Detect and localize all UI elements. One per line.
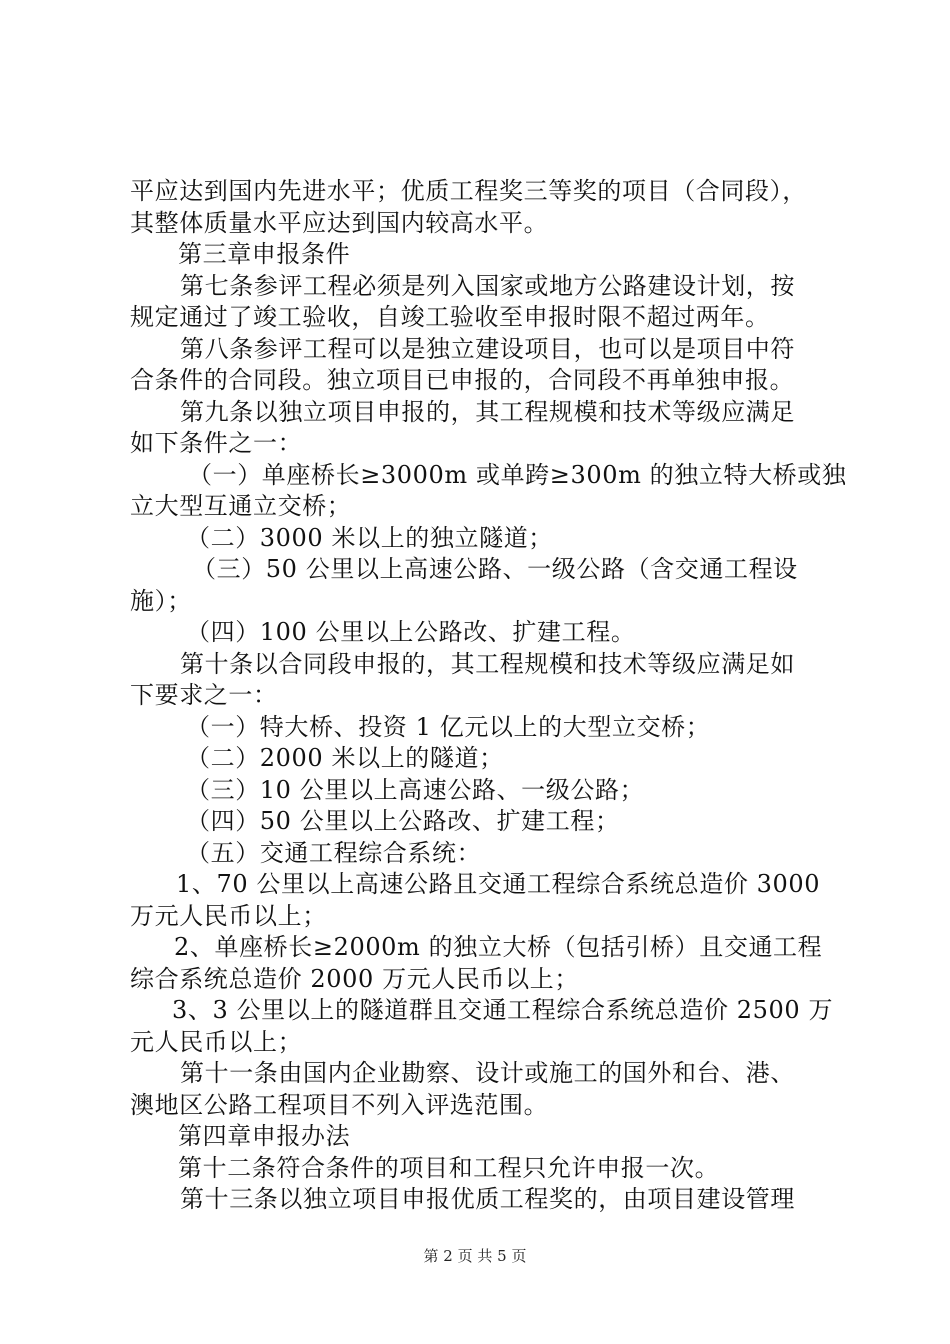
- document-body: [130, 176, 847, 1216]
- text-line: （三）10 公里以上高速公路、一级公路；: [186, 775, 645, 804]
- text-line: 第八条参评工程可以是独立建设项目，也可以是项目中符: [180, 334, 795, 363]
- text-line: 平应达到国内先进水平；优质工程奖三等奖的项目（合同段），: [130, 177, 807, 205]
- text-line: 1、70 公里以上高速公路且交通工程综合系统总造价 3000: [176, 870, 821, 898]
- text-line: 综合系统总造价 2000 万元人民币以上；: [130, 964, 579, 993]
- text-line: 其整体质量水平应达到国内较高水平。: [130, 208, 549, 237]
- text-line: 第七条参评工程必须是列入国家或地方公路建设计划，按: [180, 271, 795, 300]
- text-line: 第九条以独立项目申报的，其工程规模和技术等级应满足: [180, 397, 795, 426]
- text-line: （五）交通工程综合系统：: [186, 838, 482, 867]
- text-line: （四）50 公里以上公路改、扩建工程；: [186, 807, 620, 835]
- chapter-heading: 第四章申报办法: [178, 1122, 351, 1150]
- chapter-heading: 第三章申报条件: [178, 240, 351, 268]
- text-line: 万元人民币以上；: [130, 901, 327, 930]
- text-line: （一）特大桥、投资 1 亿元以上的大型立交桥；: [186, 712, 711, 741]
- text-line: 合条件的合同段。独立项目已申报的，合同段不再单独申报。: [130, 366, 795, 394]
- text-line: 第十二条符合条件的项目和工程只允许申报一次。: [178, 1153, 720, 1182]
- text-line: 第十三条以独立项目申报优质工程奖的，由项目建设管理: [180, 1185, 795, 1213]
- text-line: 施）；: [130, 586, 192, 615]
- text-line: 第十条以合同段申报的，其工程规模和技术等级应满足如: [180, 649, 795, 678]
- text-line: （四）100 公里以上公路改、扩建工程。: [186, 618, 636, 646]
- text-line: （二）3000 米以上的独立隧道；: [186, 523, 553, 552]
- text-line: 下要求之一：: [130, 681, 278, 709]
- text-line: 立大型互通立交桥；: [130, 492, 352, 520]
- page-number-footer: 第 2 页 共 5 页: [423, 1247, 527, 1265]
- text-line: 澳地区公路工程项目不列入评选范围。: [130, 1090, 549, 1119]
- text-line: （一）单座桥长≥3000m 或单跨≥300m 的独立特大桥或独: [188, 460, 847, 489]
- text-line: （二）2000 米以上的隧道；: [186, 744, 504, 772]
- text-line: 如下条件之一：: [130, 429, 303, 457]
- text-line: 3、3 公里以上的隧道群且交通工程综合系统总造价 2500 万: [172, 996, 834, 1024]
- text-line: 第十一条由国内企业勘察、设计或施工的国外和台、港、: [180, 1059, 795, 1087]
- text-line: （三）50 公里以上高速公路、一级公路（含交通工程设: [192, 555, 798, 583]
- text-line: 元人民币以上；: [130, 1027, 303, 1056]
- text-line: 2、单座桥长≥2000m 的独立大桥（包括引桥）且交通工程: [174, 933, 823, 961]
- text-line: 规定通过了竣工验收，自竣工验收至申报时限不超过两年。: [130, 303, 770, 331]
